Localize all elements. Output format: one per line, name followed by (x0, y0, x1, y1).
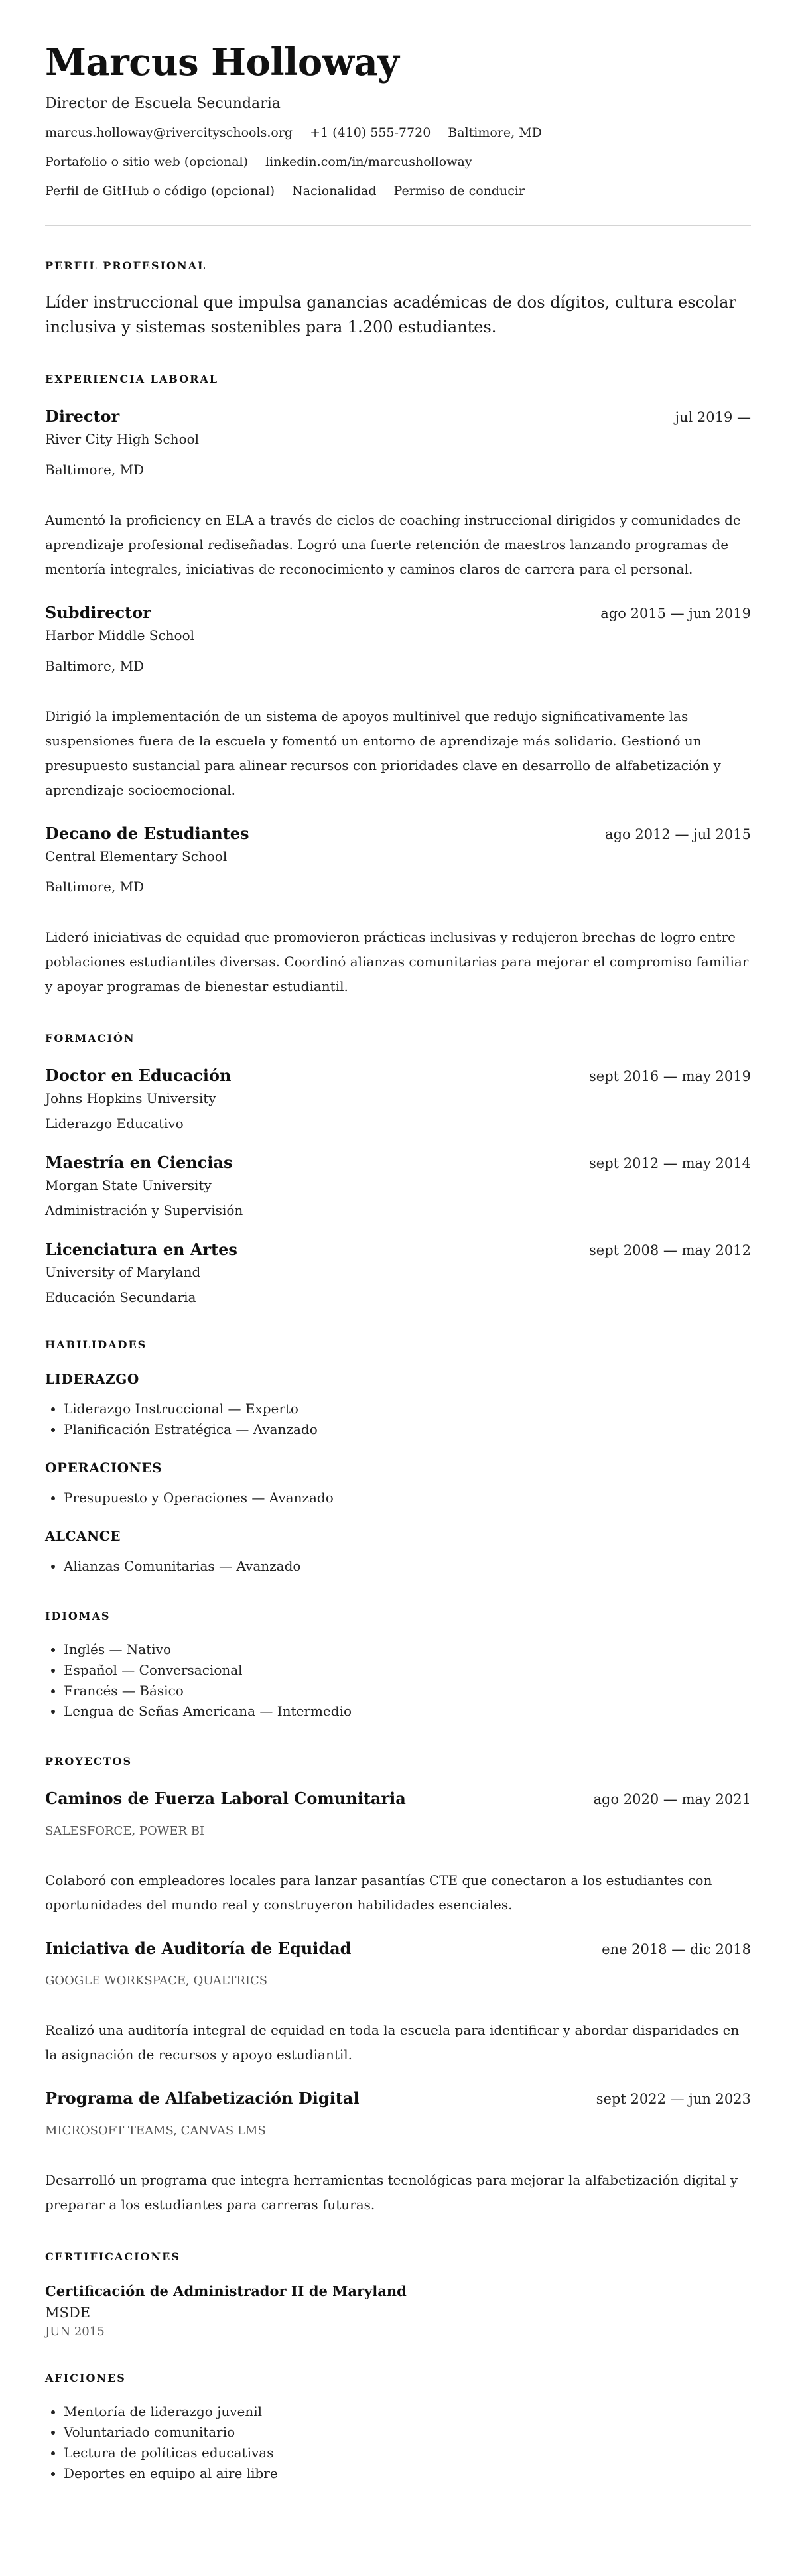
project-dates: ene 2018 — dic 2018 (602, 1941, 751, 1957)
job-title: Decano de Estudiantes (45, 823, 249, 843)
header-divider (45, 225, 751, 226)
contact-row (45, 155, 751, 169)
skill-item: • Presupuesto y Operaciones — Avanzado (64, 1488, 751, 1508)
degree-title: Maestría en Ciencias (45, 1152, 233, 1172)
contact-row (45, 125, 751, 140)
certification-date: JUN 2015 (45, 2324, 105, 2339)
job-organization: Central Elementary School (45, 848, 228, 864)
skill-category: LIDERAZGO (45, 1370, 139, 1387)
field-of-study: Administración y Supervisión (45, 1202, 243, 1218)
job-description: Dirigió la implementación de un sistema de apoyos multinivel que redujo significativamente las suspensiones fuera de la escuela y fomentó un entorno de aprendizaje más solidario. Gestionó un presupuesto sustancial para alinear recursos con prioridades clave en desarrollo de alfabetización y aprendizaje socioemocional. (45, 708, 721, 798)
certifications-section (45, 2250, 751, 2339)
project-dates: ago 2020 — may 2021 (593, 1791, 751, 1807)
contact-email[interactable]: marcus.holloway@rivercityschools.org (45, 125, 293, 140)
project-name: Caminos de Fuerza Laboral Comunitaria (45, 1788, 406, 1808)
summary-text: Líder instruccional que impulsa ganancias académicas de dos dígitos, cultura escolar inclusiva y sistemas sostenibles para 1.200 estudiantes. (45, 292, 736, 336)
education-section (45, 1032, 751, 1305)
contact-github[interactable]: Perfil de GitHub o código (opcional) (45, 183, 275, 198)
candidate-headline: Director de Escuela Secundaria (45, 95, 281, 112)
skill-item: • Alianzas Comunitarias — Avanzado (64, 1556, 751, 1577)
skill-item: • Planificación Estratégica — Avanzado (64, 1419, 751, 1440)
language-item: • Español — Conversacional (64, 1660, 751, 1681)
degree-dates: sept 2012 — may 2014 (589, 1155, 751, 1171)
field-of-study: Liderazgo Educativo (45, 1115, 184, 1131)
degree-title: Licenciatura en Artes (45, 1239, 237, 1259)
project-dates: sept 2022 — jun 2023 (596, 2091, 751, 2107)
job-title: Director (45, 406, 120, 426)
experience-entry (45, 407, 751, 582)
contact-location: Baltimore, MD (448, 125, 542, 140)
education-entry (45, 1240, 751, 1305)
job-organization: River City High School (45, 430, 200, 447)
hobby-item: • Deportes en equipo al aire libre (64, 2463, 751, 2484)
experience-entry (45, 603, 751, 803)
certification-issuer: MSDE (45, 2304, 91, 2321)
language-item: • Lengua de Señas Americana — Intermedio (64, 1701, 751, 1722)
degree-title: Doctor en Educación (45, 1065, 232, 1085)
language-item: • Inglés — Nativo (64, 1640, 751, 1660)
job-description: Aumentó la proficiency en ELA a través de ciclos de coaching instruccional dirigidos y comunidades de aprendizaje profesional rediseñadas. Logró una fuerte retención de maestros lanzando programas de mentoría integrales, iniciativas de reconocimiento y caminos claros de carrera para el personal. (45, 511, 741, 577)
section-title: EXPERIENCIA LABORAL (45, 372, 219, 385)
certification-name: Certificación de Administrador II de Maryland (45, 2282, 407, 2299)
skill-list (45, 1399, 751, 1440)
contact-phone[interactable]: +1 (410) 555-7720 (310, 125, 431, 140)
summary-section (45, 259, 751, 340)
hobbies-section (45, 2372, 751, 2484)
project-entry (45, 1789, 751, 1917)
education-entry (45, 1153, 751, 1218)
project-description: Colaboró con empleadores locales para lanzar pasantías CTE que conectaron a los estudiantes con oportunidades del mundo real y construyeron habilidades esenciales. (45, 1872, 712, 1913)
job-title: Subdirector (45, 602, 151, 622)
project-entry (45, 1939, 751, 2067)
contact-nationality: Nacionalidad (292, 183, 377, 198)
job-organization: Harbor Middle School (45, 627, 195, 643)
skill-list (45, 1556, 751, 1577)
skill-item: • Liderazgo Instruccional — Experto (64, 1399, 751, 1419)
hobby-item: • Voluntariado comunitario (64, 2422, 751, 2443)
section-title: CERTIFICACIONES (45, 2250, 180, 2263)
contact-linkedin[interactable]: linkedin.com/in/marcusholloway (265, 154, 472, 169)
job-dates: ago 2015 — jun 2019 (600, 605, 751, 621)
degree-dates: sept 2008 — may 2012 (589, 1242, 751, 1258)
project-name: Iniciativa de Auditoría de Equidad (45, 1938, 352, 1958)
contact-driving-license: Permiso de conducir (393, 183, 525, 198)
project-description: Desarrolló un programa que integra herramientas tecnológicas para mejorar la alfabetización digital y preparar a los estudiantes para carreras futuras. (45, 2171, 738, 2213)
project-description: Realizó una auditoría integral de equidad en toda la escuela para identificar y abordar disparidades en la asignación de recursos y apoyo estudiantil. (45, 2022, 740, 2063)
job-location: Baltimore, MD (45, 878, 145, 895)
job-dates: ago 2012 — jul 2015 (605, 826, 751, 842)
candidate-name: Marcus Holloway (45, 40, 399, 84)
field-of-study: Educación Secundaria (45, 1289, 196, 1305)
project-name: Programa de Alfabetización Digital (45, 2088, 360, 2108)
skills-section (45, 1338, 751, 1577)
skill-list (45, 1488, 751, 1508)
hobby-item: • Mentoría de liderazgo juvenil (64, 2402, 751, 2422)
resume-header (45, 42, 751, 198)
section-title: HABILIDADES (45, 1338, 147, 1351)
skill-category: OPERACIONES (45, 1459, 163, 1476)
education-entry (45, 1066, 751, 1131)
school-name: Morgan State University (45, 1177, 212, 1193)
school-name: Johns Hopkins University (45, 1090, 216, 1106)
hobby-list (45, 2402, 751, 2484)
hobby-item: • Lectura de políticas educativas (64, 2443, 751, 2463)
job-location: Baltimore, MD (45, 461, 145, 478)
contact-portfolio[interactable]: Portafolio o sitio web (opcional) (45, 154, 249, 169)
project-entry (45, 2089, 751, 2217)
school-name: University of Maryland (45, 1263, 201, 1280)
certification-entry (45, 2283, 751, 2339)
skill-category: ALCANCE (45, 1527, 121, 1544)
language-list (45, 1640, 751, 1722)
project-technologies: MICROSOFT TEAMS, CANVAS LMS (45, 2123, 266, 2138)
section-title: PROYECTOS (45, 1754, 133, 1768)
experience-section (45, 373, 751, 999)
section-title: PERFIL PROFESIONAL (45, 259, 207, 272)
projects-section (45, 1755, 751, 2217)
contact-row (45, 184, 751, 198)
job-dates: jul 2019 — (675, 409, 751, 425)
project-technologies: SALESFORCE, POWER BI (45, 1823, 205, 1838)
section-title: IDIOMAS (45, 1609, 111, 1622)
job-location: Baltimore, MD (45, 657, 145, 674)
section-title: AFICIONES (45, 2371, 126, 2384)
experience-entry (45, 824, 751, 999)
project-technologies: GOOGLE WORKSPACE, QUALTRICS (45, 1973, 268, 1988)
language-item: • Francés — Básico (64, 1681, 751, 1701)
job-description: Lideró iniciativas de equidad que promovieron prácticas inclusivas y redujeron brechas de logro entre poblaciones estudiantiles diversas. Coordinó alianzas comunitarias para mejorar el compromiso familiar y apoyar programas de bienestar estudiantil. (45, 929, 749, 994)
degree-dates: sept 2016 — may 2019 (589, 1068, 751, 1084)
section-title: FORMACIÓN (45, 1031, 135, 1045)
languages-section (45, 1610, 751, 1722)
